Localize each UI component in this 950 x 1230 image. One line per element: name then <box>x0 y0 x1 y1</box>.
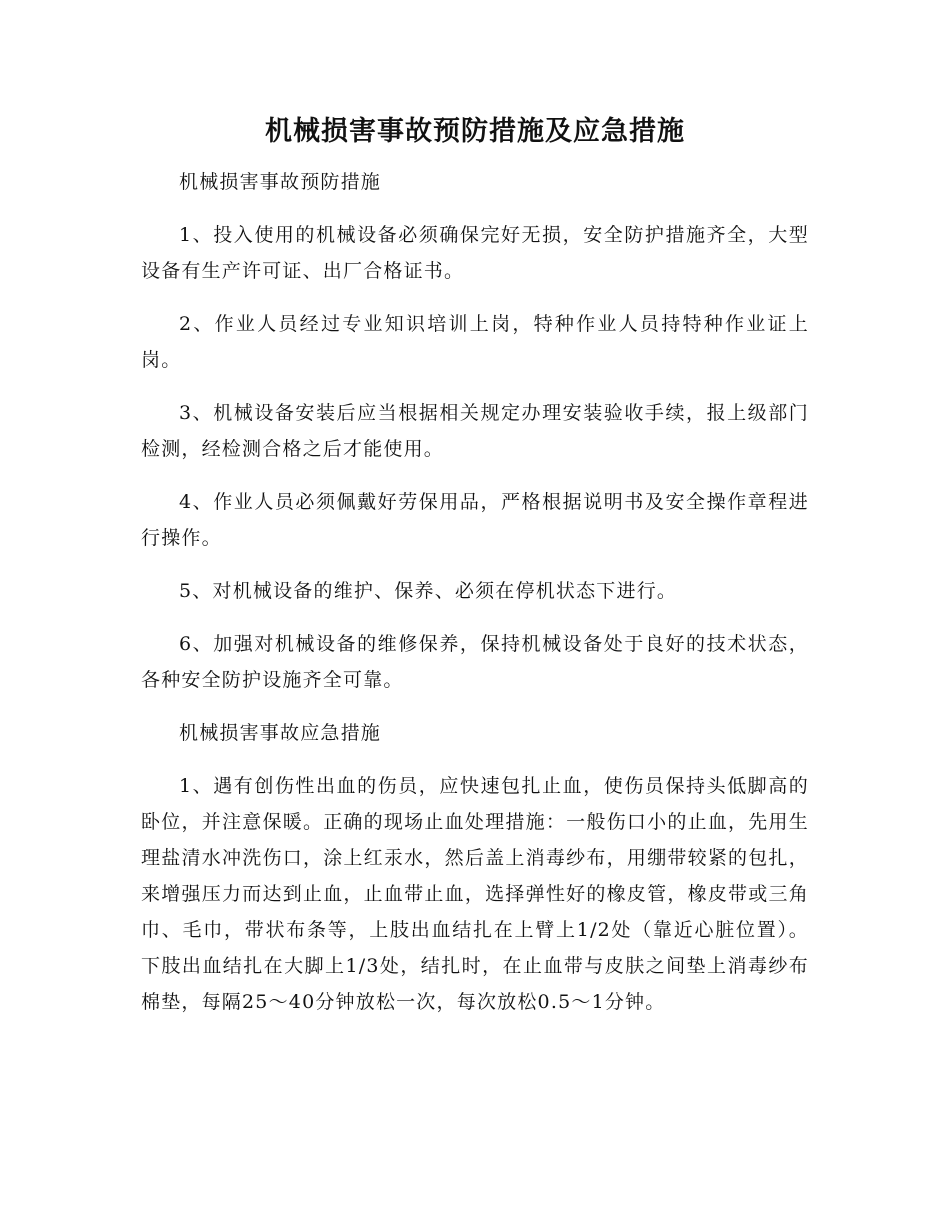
prevention-item-1: 1、投入使用的机械设备必须确保完好无损，安全防护措施齐全，大型设备有生产许可证、出厂合格证书。 <box>141 224 809 282</box>
prevention-item-5: 5、对机械设备的维护、保养、必须在停机状态下进行。 <box>179 580 678 602</box>
section-heading-emergency: 机械损害事故应急措施 <box>179 722 382 744</box>
document-title: 机械损害事故预防措施及应急措施 <box>265 116 685 147</box>
prevention-item-3: 3、机械设备安装后应当根据相关规定办理安装验收手续，报上级部门检测，经检测合格之后才能使用。 <box>141 402 809 460</box>
document-body <box>141 164 809 1037</box>
emergency-item-1: 1、遇有创伤性出血的伤员，应快速包扎止血，使伤员保持头低脚高的卧位，并注意保暖。正确的现场止血处理措施：一般伤口小的止血，先用生理盐清水冲洗伤口，涂上红汞水，然后盖上消毒纱布，用绷带较紧的包扎，来增强压力而达到止血，止血带止血，选择弹性好的橡皮管，橡皮带或三角巾、毛巾，带状布条等，上肢出血结扎在上臂上1/2处（靠近心脏位置）。下肢出血结扎在大脚上1/3处，结扎时，在止血带与皮肤之间垫上消毒纱布棉垫，每隔25～40分钟放松一次，每次放松0.5～1分钟。 <box>141 775 809 1013</box>
prevention-item-4: 4、作业人员必须佩戴好劳保用品，严格根据说明书及安全操作章程进行操作。 <box>141 491 809 549</box>
prevention-item-2: 2、作业人员经过专业知识培训上岗，特种作业人员持特种作业证上岗。 <box>141 313 809 371</box>
prevention-item-6: 6、加强对机械设备的维修保养，保持机械设备处于良好的技术状态，各种安全防护设施齐全可靠。 <box>141 633 809 691</box>
section-heading-prevention: 机械损害事故预防措施 <box>179 171 382 193</box>
